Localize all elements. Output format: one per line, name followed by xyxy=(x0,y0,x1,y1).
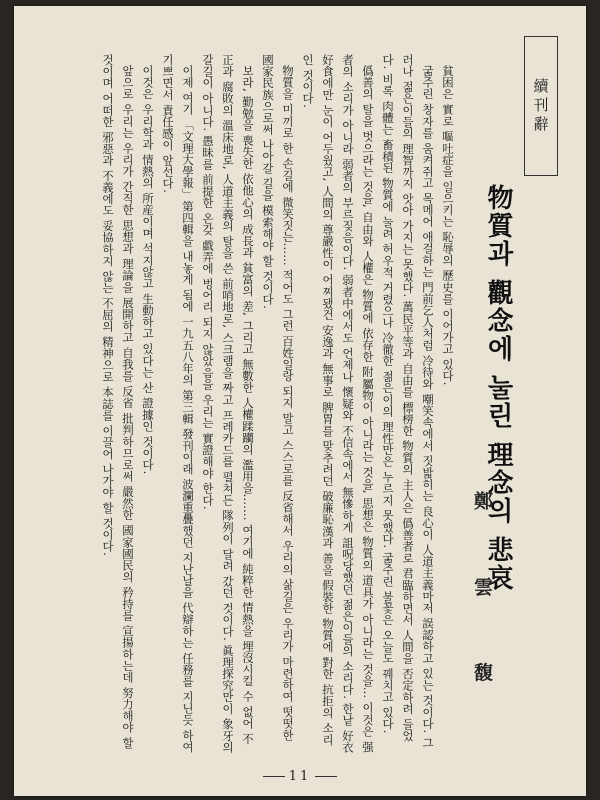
header-box xyxy=(524,36,558,176)
paragraph: 僞善의 탈을 벗으라는 것을, 自由와 人權은 物質에 依存한 附屬物이 아니라는 것을, 思想은 物質의 道具가 아니라는 것을… 이것은 强者의 소리가 아니라 弱者의 부르짖음이다. 弱者中에서도 언제나 懷疑와 不信속에서 無慘하게 詛呪당했던 젊은이들의 소리다. 한낱 好衣好食에만 눈이 어두웠고, 人間의 尊嚴性이 어찌됐건 安逸과 無事로 脾胃를 맞추려던 破廉恥漢과 善을 假裝한 物質에 對한 抗拒의 소리인 것이다. xyxy=(301,54,375,754)
paragraph: 貧困은 實로 嘔吐症을 일으키는 恥辱의 歷史를 이어가고 있다. xyxy=(441,65,455,386)
author-name: 鄭 雲 馥 xyxy=(471,491,493,712)
magazine-page xyxy=(14,6,586,796)
paragraph: 보라, 勤勉을 喪失한 依他心의 成長과 貧富의 差, 그리고 無數한 人權蹂躪의 濫用을……. 여기에 純粹한 情熱을 埋沒시킬 수 없어 不正과 腐敗의 溫床地로, 人道主義의 탈을 쓴 前哨地로, 스크램을 짜고 프레카드를 펼쳐든 隊列이 달려 갔던 것이다. 眞理探究만이 象牙의 갈길이 아니다. 愚昧를 前提한 온갖 戱弄에 벙어리 되지 않았음을 우리는 實證해야 한다. xyxy=(201,54,255,753)
paragraph: 이것은 우리학과 情熱의 所産이며 석지않고 生動하고 있다는 산 證據인 것이다. xyxy=(141,65,155,475)
article-title: 物質과 觀念에 눌린 理念의 悲哀 xyxy=(483,184,513,593)
paragraph: 物質을 미끼로 한 손길에 微笑짓는…… 적어도 그런 百姓일랑 되지 말고 스스로를 反省해서 우리의 삶길은 우리가 마련하여 떳떳한 國家民族으로써 나아갈 길을 模索해야 할 것이다. xyxy=(261,54,295,742)
paragraph: 이제 여기 「文理大學報」第四輯을 내놓게 됨에 一九五八年의 第三輯 發刊이래 波瀾重疊했던 지난날을 代辯하는 任務를 지닌듯 하여 기쁘면서 責任感이 앞선다. xyxy=(161,54,195,754)
paragraph: 앞으로 우리는 우리가 간직한 思想과 理論을 展開하고 自我를 反省 批判하므로써 嚴然한 國家國民의 矜持를 宣揚하는데 努力해야 할것이며 어떠한 邪惡과 不義에도 妥協하지 않는 不屈의 精神으로 本誌를 이끌어 나가야 할 것이다. xyxy=(101,54,135,750)
article-body xyxy=(38,54,458,754)
paragraph: 굶주린 창자를 움켜쥐고 목메어 애걸하는 門前乞人처럼 冷待와 嘲笑속에서 짓밟히는 良心이 人道主義마저 誤認하고 있는 것이다. 그러나 젊은이들의 理智까지 앗아 가지는 못했다. 萬民平等과 自由를 標榜한 物質의 主人은 僞善者로 君臨하면서 人間을 否定하려 들었다. 비록 肉體는 畜積된 物質에 눌려 허우적 거렸으나 冷徹한 젊은이의 理性만은 누르지 못했다. 굶주린 불꽃은 오늘도 꿰치고 있다. xyxy=(381,54,435,750)
page-number: 11 xyxy=(14,769,586,784)
header-label: 續刊辭 xyxy=(531,77,550,135)
